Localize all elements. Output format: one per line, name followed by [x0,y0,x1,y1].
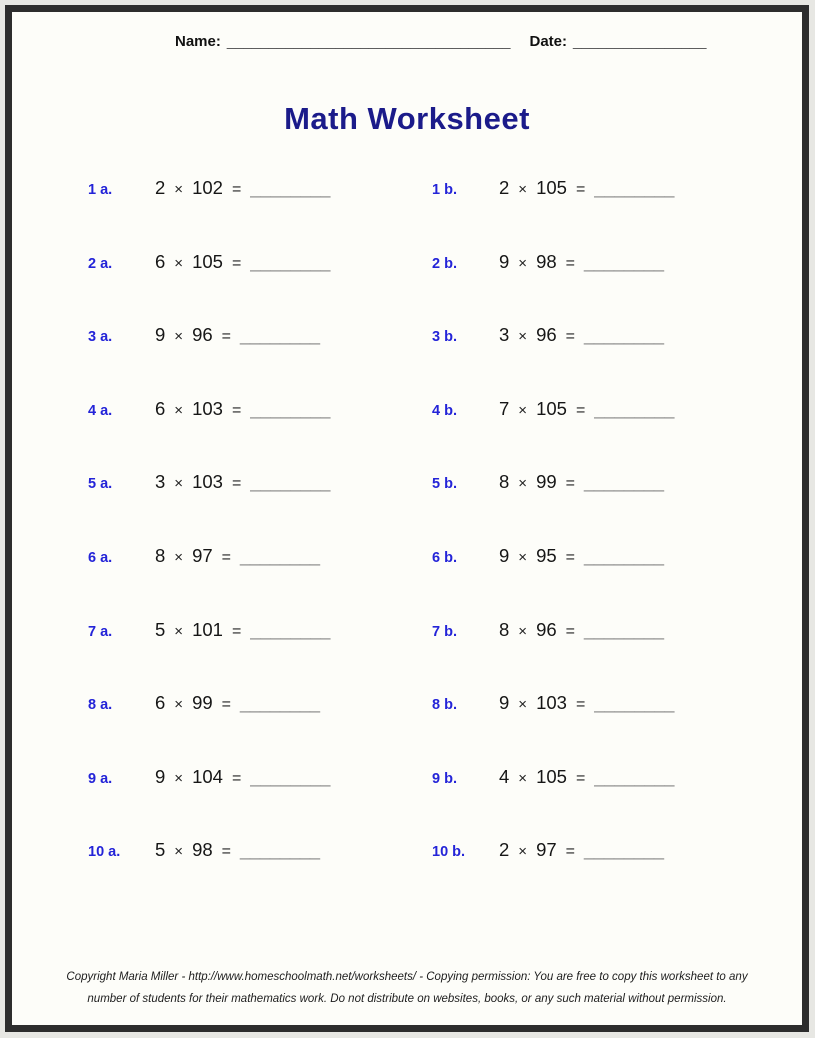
equals-sign: = [575,401,586,419]
factor2-value: 102 [192,177,223,198]
factor1-value: 9 [499,250,510,272]
answer-blank: ________ [594,178,675,198]
answer-blank: ________ [250,472,331,493]
equals-sign: = [575,696,586,714]
problem-label: 3 b. [432,329,457,346]
answer-blank: ________ [583,325,665,346]
equals-sign: = [575,769,586,787]
factor2-value: 99 [192,692,213,714]
equals-sign: = [231,401,242,419]
equals-sign: = [565,254,575,272]
factor2-value: 105 [536,765,567,787]
multiply-icon: × [518,548,528,566]
name-label: Name: [175,33,221,50]
problem-label: 9 b. [432,770,457,787]
problem-cell [356,398,802,472]
problem-expression [499,471,664,493]
problem-cell [356,692,802,766]
date-blank-line: ________________ [573,33,707,50]
answer-blank: ________ [239,840,321,861]
answer-blank: ________ [594,693,675,714]
problems-grid [12,177,802,913]
equals-sign: = [565,622,575,640]
factor2-value: 105 [192,250,223,272]
problem-cell [356,619,802,693]
answer-blank: ________ [594,398,675,419]
equals-sign: = [565,475,575,493]
problem-label: 4 b. [432,402,457,419]
answer-blank: ________ [594,766,675,787]
multiply-icon: × [518,401,528,419]
answer-blank: ________ [583,619,665,640]
factor1-value: 3 [155,471,166,493]
problem-expression [155,324,320,346]
problem-label: 4 a. [88,402,113,419]
problem-label: 1 b. [432,182,457,198]
multiply-icon: × [518,696,528,714]
factor2-value: 99 [536,471,557,493]
problem-cell [12,471,356,545]
problem-cell [12,619,356,693]
problem-expression [155,177,330,199]
problem-label: 8 a. [88,697,113,714]
multiply-icon: × [174,843,184,861]
equals-sign: = [231,622,242,640]
factor2-value: 96 [192,324,213,346]
factor2-value: 98 [192,839,213,861]
copyright-line-2: number of students for their mathematics work. Do not distribute on websites, books, or any such material without permission. [87,993,727,1006]
answer-blank: ________ [250,178,331,198]
factor1-value: 9 [155,765,166,787]
factor1-value: 6 [155,250,166,272]
date-label: Date: [529,33,568,50]
problem-expression [155,545,320,567]
problem-cell [12,692,356,766]
problem-expression [155,766,330,788]
problem-label: 10 a. [88,844,121,861]
answer-blank: ________ [583,545,665,566]
equals-sign: = [231,769,242,787]
equals-sign: = [575,181,586,198]
problem-expression [499,251,664,273]
factor1-value: 4 [499,765,510,787]
factor2-value: 96 [536,618,557,640]
answer-blank: ________ [583,840,665,861]
factor2-value: 95 [536,544,557,566]
problem-expression [499,398,674,420]
factor2-value: 105 [536,397,567,419]
multiply-icon: × [174,254,184,272]
problem-expression [499,619,664,641]
factor1-value: 6 [155,397,166,419]
problem-expression [155,619,330,641]
name-blank-line: __________________________________ [226,33,511,50]
equals-sign: = [231,181,242,198]
worksheet-page [5,5,809,1032]
problem-expression [499,177,674,199]
problem-cell [12,398,356,472]
factor1-value: 3 [499,324,510,346]
factor2-value: 105 [536,177,567,198]
problem-expression [499,766,674,788]
equals-sign: = [221,548,231,566]
multiply-icon: × [518,475,528,493]
multiply-icon: × [174,696,184,714]
factor1-value: 2 [499,177,510,198]
problem-label: 7 b. [432,623,457,640]
name-date-row [175,33,802,50]
multiply-icon: × [174,622,184,640]
answer-blank: ________ [250,619,331,640]
problem-expression [499,545,664,567]
multiply-icon: × [518,328,528,346]
problem-label: 2 b. [432,255,457,272]
equals-sign: = [221,843,231,861]
multiply-icon: × [518,254,528,272]
factor1-value: 5 [155,618,166,640]
factor1-value: 2 [499,839,510,861]
problem-expression [499,692,674,714]
answer-blank: ________ [239,545,321,566]
factor2-value: 98 [536,250,557,272]
problem-cell [356,766,802,840]
equals-sign: = [221,328,231,346]
multiply-icon: × [518,622,528,640]
problem-label: 6 b. [432,549,457,566]
answer-blank: ________ [250,398,331,419]
problem-expression [155,398,330,420]
copyright-line-1: Copyright Maria Miller - http://www.homeschoolmath.net/worksheets/ - Copying permission: You are free to copy this worksheet to any [66,971,748,984]
factor2-value: 103 [192,471,223,493]
factor1-value: 9 [499,692,510,714]
answer-blank: ________ [250,251,331,272]
problem-label: 2 a. [88,255,113,272]
problem-cell [12,839,356,913]
factor1-value: 6 [155,692,166,714]
factor1-value: 9 [499,544,510,566]
factor1-value: 8 [499,471,510,493]
problem-cell [12,324,356,398]
answer-blank: ________ [583,472,665,493]
factor1-value: 8 [155,544,166,566]
factor1-value: 9 [155,324,166,346]
problem-expression [155,839,320,861]
problem-cell [12,177,356,251]
page-title: Math Worksheet [284,101,530,136]
multiply-icon: × [518,769,528,787]
factor2-value: 97 [536,839,557,861]
factor1-value: 8 [499,618,510,640]
problem-expression [155,251,330,273]
answer-blank: ________ [250,766,331,787]
factor2-value: 97 [192,544,213,566]
equals-sign: = [221,696,231,714]
problem-cell [356,839,802,913]
problem-label: 1 a. [88,182,113,198]
problem-label: 5 b. [432,476,457,493]
problem-label: 6 a. [88,549,113,566]
factor2-value: 104 [192,765,223,787]
problem-cell [12,766,356,840]
equals-sign: = [231,254,242,272]
problem-expression [155,471,330,493]
answer-blank: ________ [239,693,321,714]
factor1-value: 2 [155,177,166,198]
factor1-value: 5 [155,839,166,861]
problem-cell [356,471,802,545]
factor1-value: 7 [499,397,510,419]
problem-expression [499,324,664,346]
problem-label: 3 a. [88,329,113,346]
factor2-value: 101 [192,618,223,640]
multiply-icon: × [518,181,528,198]
problem-cell [356,545,802,619]
factor2-value: 96 [536,324,557,346]
equals-sign: = [565,548,575,566]
multiply-icon: × [174,475,184,493]
problem-cell [356,177,802,251]
multiply-icon: × [518,843,528,861]
problem-expression [499,839,664,861]
problem-cell [356,324,802,398]
equals-sign: = [565,843,575,861]
multiply-icon: × [174,328,184,346]
multiply-icon: × [174,769,184,787]
problem-cell [356,251,802,325]
problem-label: 10 b. [432,844,466,861]
multiply-icon: × [174,401,184,419]
problem-label: 9 a. [88,770,113,787]
copyright-footer [12,967,802,1011]
multiply-icon: × [174,181,184,198]
answer-blank: ________ [583,251,665,272]
equals-sign: = [565,328,575,346]
problem-cell [12,251,356,325]
problem-label: 5 a. [88,476,113,493]
equals-sign: = [231,475,242,493]
problem-cell [12,545,356,619]
problem-label: 7 a. [88,623,113,640]
factor2-value: 103 [192,397,223,419]
factor2-value: 103 [536,692,567,714]
multiply-icon: × [174,548,184,566]
answer-blank: ________ [239,325,321,346]
problem-label: 8 b. [432,697,457,714]
problem-expression [155,692,320,714]
